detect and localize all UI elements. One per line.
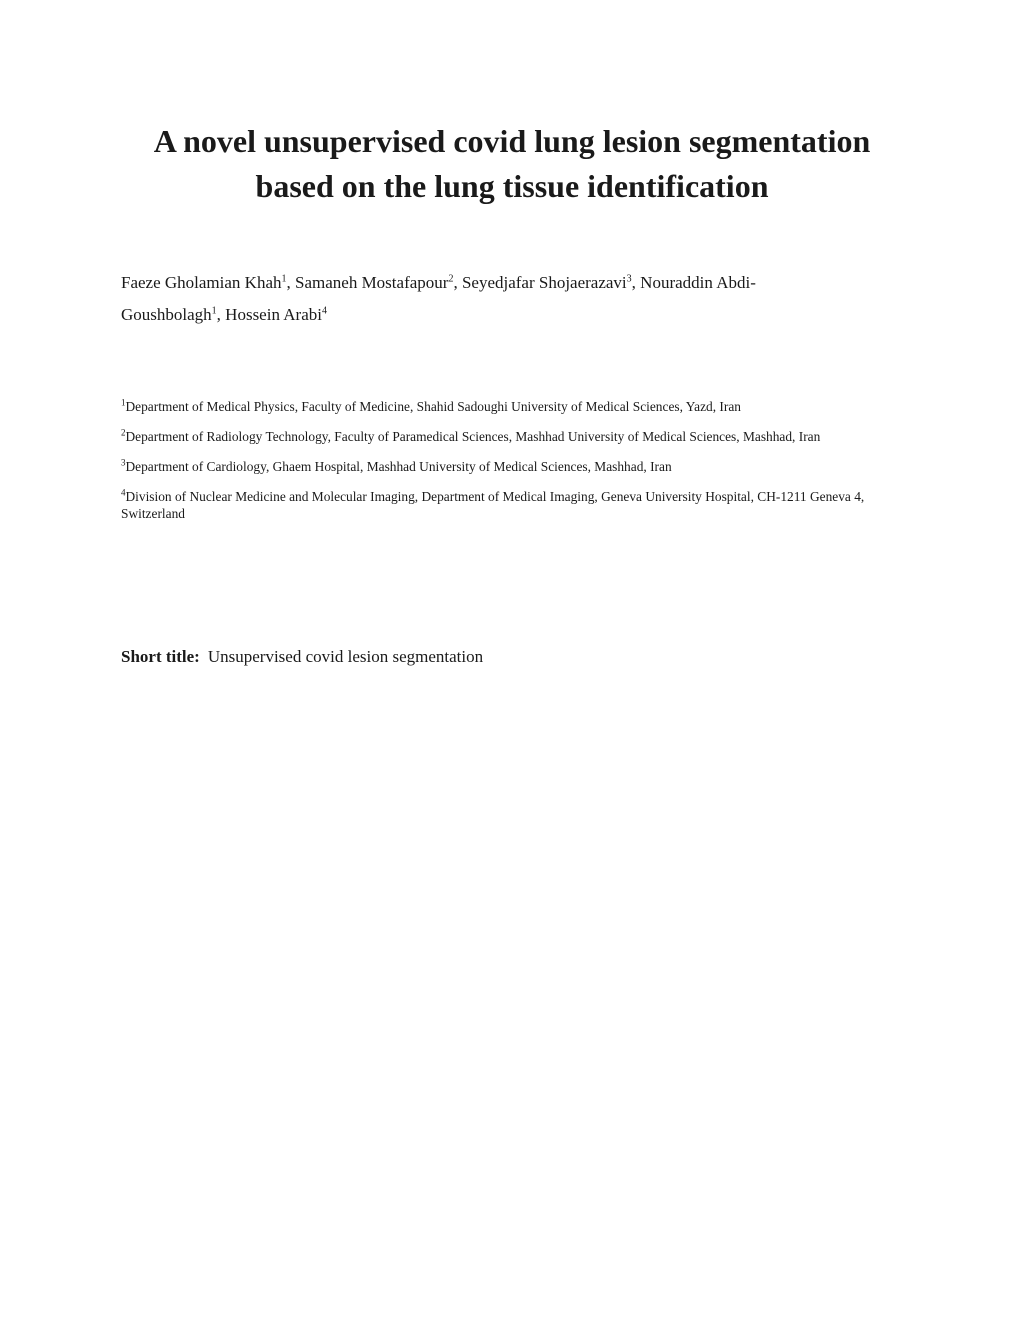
author-affiliation-mark: 1 bbox=[281, 273, 287, 285]
affiliation-2 bbox=[121, 428, 911, 445]
author-name: Seyedjafar Shojaerazavi bbox=[461, 273, 627, 292]
affiliation-text: Division of Nuclear Medicine and Molecular Imaging, Department of Medical Imaging, Geneva University Hospital, CH-1211 Geneva 4, Switzerland bbox=[121, 489, 865, 521]
affiliation-number: 3 bbox=[121, 457, 126, 468]
author-name: Nouraddin Abdi- bbox=[640, 273, 756, 292]
author-affiliation-mark: 4 bbox=[321, 305, 327, 317]
affiliation-1 bbox=[121, 398, 911, 415]
author-name: Samaneh Mostafapour bbox=[295, 273, 449, 292]
author-separator: , bbox=[216, 305, 226, 324]
author-name: Goushbolagh bbox=[121, 305, 212, 324]
author-separator: , bbox=[286, 273, 295, 292]
author-affiliation-mark: 3 bbox=[626, 273, 632, 285]
author-4-part-2 bbox=[121, 305, 225, 324]
paper-title bbox=[80, 119, 944, 209]
affiliation-text: Department of Radiology Technology, Faculty of Paramedical Sciences, Mashhad University of Medical Sciences, Mashhad, Iran bbox=[125, 429, 821, 444]
affiliation-number: 2 bbox=[121, 427, 126, 438]
author-5 bbox=[225, 305, 327, 324]
author-separator: , bbox=[453, 273, 462, 292]
affiliation-3 bbox=[121, 458, 911, 475]
author-separator: , bbox=[631, 273, 641, 292]
author-3 bbox=[462, 273, 640, 292]
author-list bbox=[121, 267, 911, 331]
affiliation-4 bbox=[121, 488, 911, 522]
affiliation-list bbox=[121, 398, 911, 535]
author-name: Faeze Gholamian Khah bbox=[121, 273, 282, 292]
author-affiliation-mark: 1 bbox=[211, 305, 217, 317]
affiliation-text: Department of Medical Physics, Faculty of Medicine, Shahid Sadoughi University of Medical Sciences, Yazd, Iran bbox=[125, 399, 741, 414]
author-1 bbox=[121, 273, 295, 292]
author-4-part-1 bbox=[640, 273, 756, 292]
affiliation-number: 1 bbox=[121, 397, 126, 408]
author-2 bbox=[295, 273, 462, 292]
title-line-1: A novel unsupervised covid lung lesion segmentation bbox=[153, 123, 871, 159]
author-affiliation-mark: 2 bbox=[448, 273, 454, 285]
title-line-2: based on the lung tissue identification bbox=[255, 168, 769, 204]
affiliation-number: 4 bbox=[121, 487, 126, 498]
short-title bbox=[121, 645, 483, 669]
short-title-value: Unsupervised covid lesion segmentation bbox=[207, 647, 484, 666]
affiliation-text: Department of Cardiology, Ghaem Hospital, Mashhad University of Medical Sciences, Mashhad, Iran bbox=[125, 459, 672, 474]
short-title-label: Short title: bbox=[121, 647, 200, 666]
author-name: Hossein Arabi bbox=[225, 305, 322, 324]
